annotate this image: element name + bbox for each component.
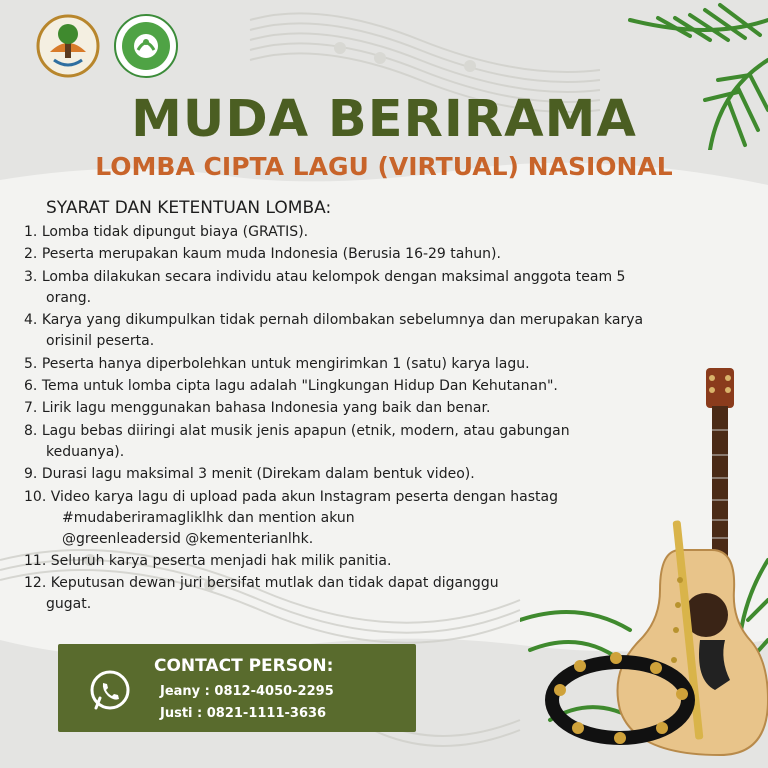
rule-item: 2. Peserta merupakan kaum muda Indonesia (Berusia 16-29 tahun). (24, 246, 501, 263)
green-leadership-logo (114, 14, 178, 78)
rule-item: 5. Peserta hanya diperbolehkan untuk mengirimkan 1 (satu) karya lagu. (24, 355, 530, 372)
contact-jeany[interactable]: Jeany : 0812-4050-2295 (160, 684, 334, 699)
rule-item: 3. Lomba dilakukan secara individu atau kelompok dengan maksimal anggota team 5 orang. (24, 268, 626, 306)
rule-item: 10. Video karya lagu di upload pada akun Instagram peserta dengan hastag #mudaberiramagliklhk dan mention akun @greenleadersid @kementerianlhk. (24, 488, 558, 547)
rule-item: 1. Lomba tidak dipungut biaya (GRATIS). (24, 224, 309, 240)
contact-justi[interactable]: Justi : 0821-1111-3636 (160, 706, 327, 721)
contact-title: CONTACT PERSON: (154, 656, 334, 676)
rule-item: 6. Tema untuk lomba cipta lagu adalah "Lingkungan Hidup Dan Kehutanan". (24, 377, 558, 394)
page-subtitle: LOMBA CIPTA LAGU (VIRTUAL) NASIONAL (95, 152, 673, 181)
guitar-illustration (520, 360, 768, 768)
contact-box (58, 644, 416, 732)
klhk-logo (36, 14, 100, 78)
rule-item: 7. Lirik lagu menggunakan bahasa Indonesia yang baik dan benar. (24, 400, 491, 417)
rule-item: 8. Lagu bebas diiringi alat musik jenis apapun (etnik, modern, atau gabungan keduanya). (24, 422, 570, 460)
rule-item: 9. Durasi lagu maksimal 3 menit (Direkam dalam bentuk video). (24, 466, 475, 483)
rules-heading: SYARAT DAN KETENTUAN LOMBA: (46, 198, 332, 218)
rule-item: 12. Keputusan dewan juri bersifat mutlak dan tidak dapat diganggu gugat. (24, 575, 499, 613)
rule-item: 11. Seluruh karya peserta menjadi hak milik panitia. (24, 552, 392, 569)
page-title: MUDA BERIRAMA (131, 90, 637, 149)
whatsapp-icon[interactable] (88, 668, 132, 712)
rule-item: 4. Karya yang dikumpulkan tidak pernah dilombakan sebelumnya dan merupakan karya orisinil peserta. (24, 312, 644, 350)
